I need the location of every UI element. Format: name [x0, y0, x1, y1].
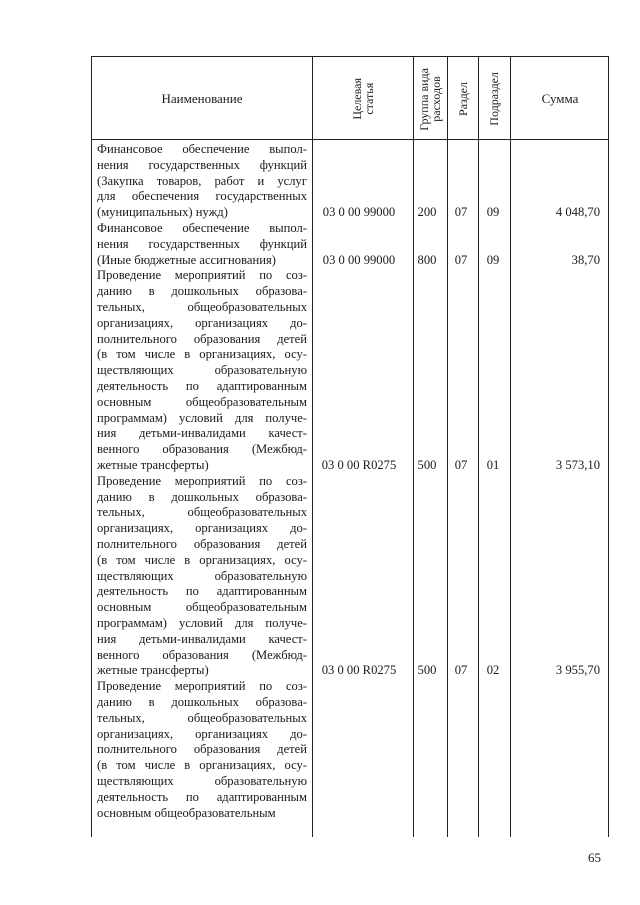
row-target-article: 03 0 00 R0275 [321, 458, 397, 472]
row-name-line: Проведение мероприятий по соз- [97, 679, 307, 694]
column-divider [447, 140, 448, 837]
row-subsection: 02 [486, 663, 500, 678]
row-name-line: деятельность по адаптированным [97, 789, 307, 804]
row-name-line: полнительного образования детей [97, 331, 307, 346]
row-name-line: ществляющих образовательную [97, 363, 307, 378]
row-name [97, 221, 307, 268]
row-subsection: 09 [486, 205, 500, 220]
row-name-line: тельных, общеобразовательных [97, 710, 307, 725]
row-name-line: (в том числе в организациях, осу- [97, 758, 307, 773]
column-divider [478, 140, 479, 837]
row-name-line: организациях, организациях до- [97, 521, 307, 536]
column-divider [312, 140, 313, 837]
row-name-line: (муниципальных) нужд) [97, 205, 228, 220]
row-sum: 3 955,70 [555, 663, 600, 678]
column-divider [413, 140, 414, 837]
row-name [97, 268, 307, 473]
row-section: 07 [454, 205, 468, 220]
row-name-line: (в том числе в организациях, осу- [97, 552, 307, 567]
row-name-line: полнительного образования детей [97, 742, 307, 757]
row-subsection: 01 [486, 458, 500, 472]
row-section: 07 [454, 458, 468, 472]
row-name-line: Финансовое обеспечение выпол- [97, 142, 307, 156]
row-section: 07 [454, 252, 468, 267]
row-name-line: ществляющих образовательную [97, 773, 307, 788]
row-expense-group: 200 [417, 205, 437, 220]
row-name-line: Финансовое обеспечение выпол- [97, 221, 307, 235]
row-name-line: Проведение мероприятий по соз- [97, 473, 307, 488]
row-name-line: данию в дошкольных образова- [97, 284, 307, 299]
header-subsection: Подраздел [487, 72, 501, 126]
row-expense-group: 500 [417, 458, 437, 472]
row-name-line: венного образования (Межбюд- [97, 442, 307, 457]
row-name-line: нения государственных функций [97, 236, 307, 251]
row-name [97, 679, 307, 821]
row-name-line: программам) условий для получе- [97, 615, 307, 630]
row-name-line: тельных, общеобразовательных [97, 299, 307, 314]
row-name-line: для обеспечения государственных [97, 189, 307, 204]
row-name-line: полнительного образования детей [97, 536, 307, 551]
row-name-line: ния детьми-инвалидами качест- [97, 631, 307, 646]
page-number: 65 [588, 850, 601, 865]
row-name [97, 474, 307, 679]
row-name-line: деятельность по адаптированным [97, 378, 307, 393]
row-name-line: (Закупка товаров, работ и услуг [97, 173, 307, 188]
row-section: 07 [454, 663, 468, 678]
row-name-line: программам) условий для получе- [97, 410, 307, 425]
row-name-line: организациях, организациях до- [97, 726, 307, 741]
row-name-line: ществляющих образовательную [97, 568, 307, 583]
row-name-line: жетные трансферты) [97, 457, 209, 472]
row-name-line: данию в дошкольных образова- [97, 489, 307, 504]
table-header [91, 56, 609, 140]
row-target-article: 03 0 00 99000 [322, 252, 396, 267]
row-target-article: 03 0 00 R0275 [321, 663, 397, 678]
header-expense-group: Группа вида расходов [417, 67, 443, 131]
row-name-line: тельных, общеобразовательных [97, 505, 307, 520]
row-target-article: 03 0 00 99000 [322, 205, 396, 220]
row-name-line: данию в дошкольных образова- [97, 694, 307, 709]
row-name-line: (в том числе в организациях, осу- [97, 347, 307, 362]
header-section: Раздел [455, 82, 470, 116]
row-expense-group: 500 [417, 663, 437, 678]
header-name: Наименование [161, 91, 243, 106]
row-name-line: жетные трансферты) [97, 663, 209, 678]
row-expense-group: 800 [417, 252, 437, 267]
header-sum: Сумма [541, 91, 579, 106]
row-name-line: основным общеобразовательным [97, 600, 307, 615]
row-name-line: деятельность по адаптированным [97, 584, 307, 599]
column-divider [510, 140, 511, 837]
row-name-line: основным общеобразовательным [97, 805, 276, 820]
row-name-line: ния детьми-инвалидами качест- [97, 426, 307, 441]
row-name-line: организациях, организациях до- [97, 315, 307, 330]
row-sum: 38,70 [571, 252, 600, 267]
header-target-article: Целевая статья [349, 78, 376, 120]
row-name [97, 142, 307, 221]
row-name-line: основным общеобразовательным [97, 394, 307, 409]
row-name-line: (Иные бюджетные ассигнования) [97, 252, 276, 267]
row-sum: 4 048,70 [555, 205, 600, 220]
row-name-line: Проведение мероприятий по соз- [97, 268, 307, 283]
row-sum: 3 573,10 [555, 458, 600, 472]
row-name-line: венного образования (Межбюд- [97, 647, 307, 662]
row-name-line: нения государственных функций [97, 157, 307, 172]
row-subsection: 09 [486, 252, 500, 267]
